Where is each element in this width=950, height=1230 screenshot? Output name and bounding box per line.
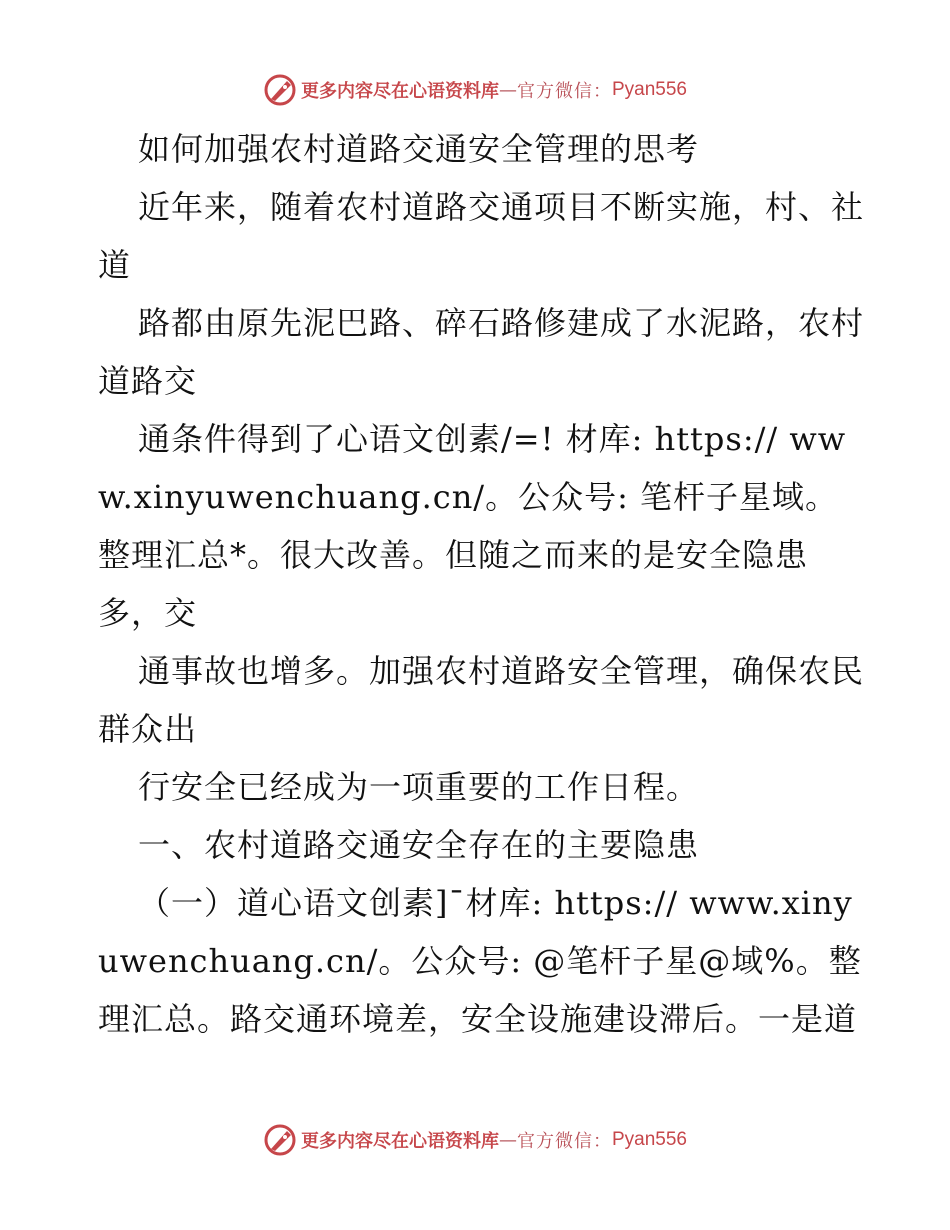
banner-official-label: 官方微信： <box>516 1131 612 1152</box>
footer-watermark-banner <box>0 1120 950 1160</box>
paragraph: 行安全已经成为一项重要的工作日程。 <box>138 768 700 806</box>
banner-separator: — <box>498 79 517 101</box>
banner-separator: — <box>498 1129 517 1151</box>
banner-wechat-id: Pyan556 <box>611 79 687 100</box>
document-body <box>98 120 868 1048</box>
pen-logo-icon <box>263 73 297 107</box>
banner-text: 更多内容尽在心语资料库 <box>300 1131 499 1152</box>
paragraph: 近年来，随着农村道路交通项目不断实施，村、社道 <box>98 188 865 284</box>
paragraph: 通事故也增多。加强农村道路安全管理，确保农民群众出 <box>98 652 865 748</box>
paragraph: （一）道心语文创素]¯材库: https:// www.xinyuwenchuang.cn/。公众号: @笔杆子星@域%。整理汇总。路交通环境差，安全设施建设滞后。一是道 <box>98 884 862 1038</box>
banner-official-label: 官方微信： <box>516 81 612 102</box>
document-title: 如何加强农村道路交通安全管理的思考 <box>138 130 700 168</box>
paragraph: 通条件得到了心语文创素/=! 材库: https:// www.xinyuwenchuang.cn/。公众号: 笔杆子星域。整理汇总*。很大改善。但随之而来的是安全隐患多，交 <box>98 420 847 632</box>
banner-wechat-id: Pyan556 <box>611 1129 687 1150</box>
pen-logo-icon <box>263 1123 297 1157</box>
section-heading: 一、农村道路交通安全存在的主要隐患 <box>138 826 700 864</box>
header-watermark-banner <box>0 70 950 110</box>
banner-text: 更多内容尽在心语资料库 <box>300 81 499 102</box>
paragraph: 路都由原先泥巴路、碎石路修建成了水泥路，农村道路交 <box>98 304 865 400</box>
